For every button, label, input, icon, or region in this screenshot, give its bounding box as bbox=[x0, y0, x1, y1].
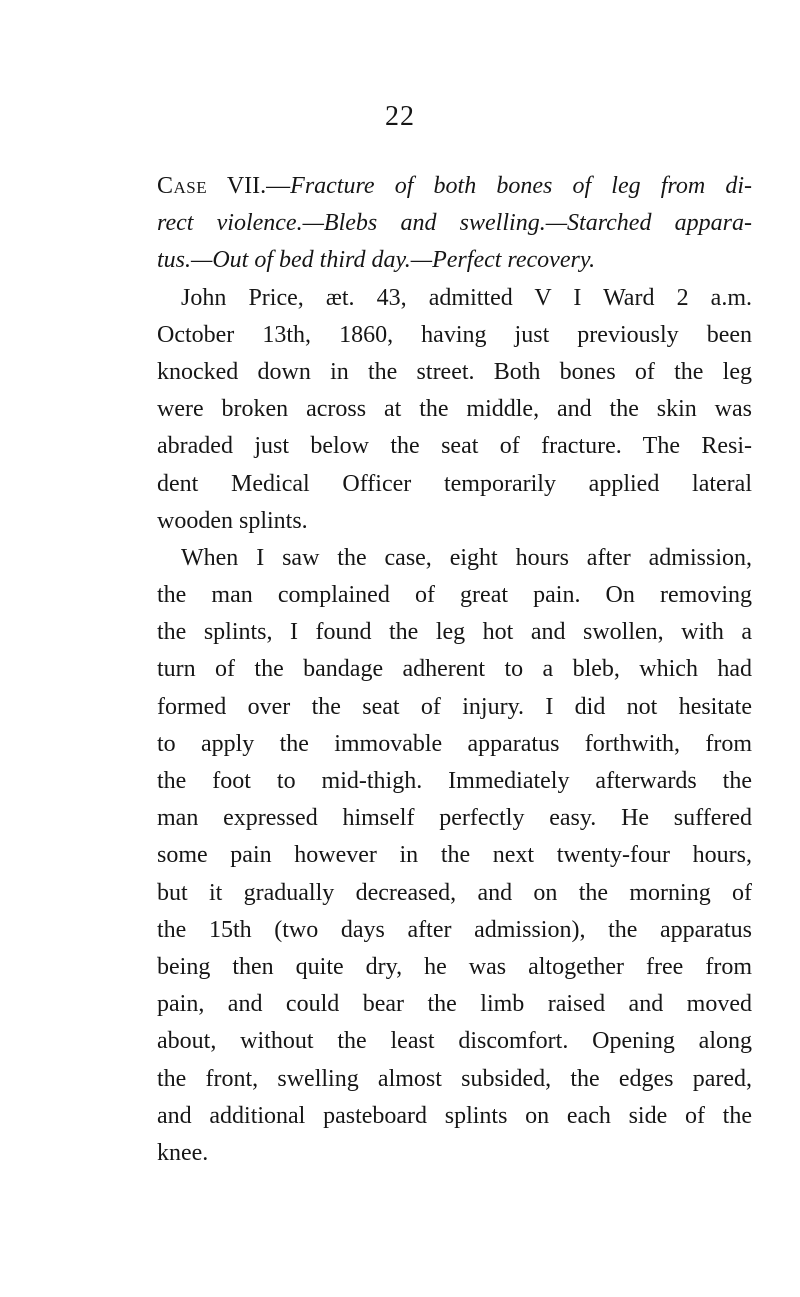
paragraph-2-line: the 15th (two days after admission), the apparatus bbox=[157, 916, 752, 943]
case-heading-line-1 bbox=[157, 168, 752, 205]
paragraph-2-line: When I saw the case, eight hours after admission, bbox=[181, 544, 752, 571]
case-title-part-1: Fracture of both bones of leg from di- bbox=[290, 173, 752, 199]
paragraph-2-line: formed over the seat of injury. I did not hesitate bbox=[157, 693, 752, 720]
case-label: Case bbox=[157, 173, 208, 199]
paragraph-1-line: abraded just below the seat of fracture. The Resi- bbox=[157, 433, 752, 460]
paragraph-2-line: being then quite dry, he was altogether free from bbox=[157, 953, 752, 980]
paragraph-2-line: about, without the least discomfort. Opening along bbox=[157, 1028, 752, 1055]
case-heading-line-3: tus.—Out of bed third day.—Perfect recovery. bbox=[157, 247, 596, 274]
paragraph-2-line: the front, swelling almost subsided, the edges pared, bbox=[157, 1065, 752, 1092]
paragraph-2-line: the foot to mid-thigh. Immediately afterwards the bbox=[157, 768, 752, 794]
paragraph-1-line: wooden splints. bbox=[157, 507, 308, 534]
paragraph-1-line: John Price, æt. 43, admitted V I Ward 2 a.m. bbox=[181, 284, 752, 311]
paragraph-2-line: some pain however in the next twenty-four hours, bbox=[157, 842, 752, 869]
paragraph-2-line: the man complained of great pain. On removing bbox=[157, 582, 752, 609]
paragraph-1-line: were broken across at the middle, and the skin was bbox=[157, 396, 752, 423]
case-heading-line-2: rect violence.—Blebs and swelling.—Starched appara- bbox=[157, 210, 752, 237]
page-number: 22 bbox=[385, 101, 415, 132]
paragraph-2-line: knee. bbox=[157, 1139, 209, 1166]
paragraph-2-line: turn of the bandage adherent to a bleb, which had bbox=[157, 656, 752, 683]
case-number: VII.— bbox=[207, 173, 291, 199]
paragraph-2-line: to apply the immovable apparatus forthwith, from bbox=[157, 730, 752, 757]
paragraph-2-line: pain, and could bear the limb raised and moved bbox=[157, 991, 752, 1018]
paragraph-2-line: man expressed himself perfectly easy. He suffered bbox=[157, 805, 752, 832]
paragraph-1-line: knocked down in the street. Both bones of the leg bbox=[157, 358, 752, 385]
case-text bbox=[157, 168, 752, 1172]
paragraph-1-line: dent Medical Officer temporarily applied lateral bbox=[157, 470, 752, 497]
paragraph-2-line: and additional pasteboard splints on each side of the bbox=[157, 1102, 752, 1129]
paragraph-2-line: the splints, I found the leg hot and swollen, with a bbox=[157, 619, 752, 646]
paragraph-1-line: October 13th, 1860, having just previously been bbox=[157, 321, 752, 348]
paragraph-2-line: but it gradually decreased, and on the morning of bbox=[157, 879, 752, 906]
